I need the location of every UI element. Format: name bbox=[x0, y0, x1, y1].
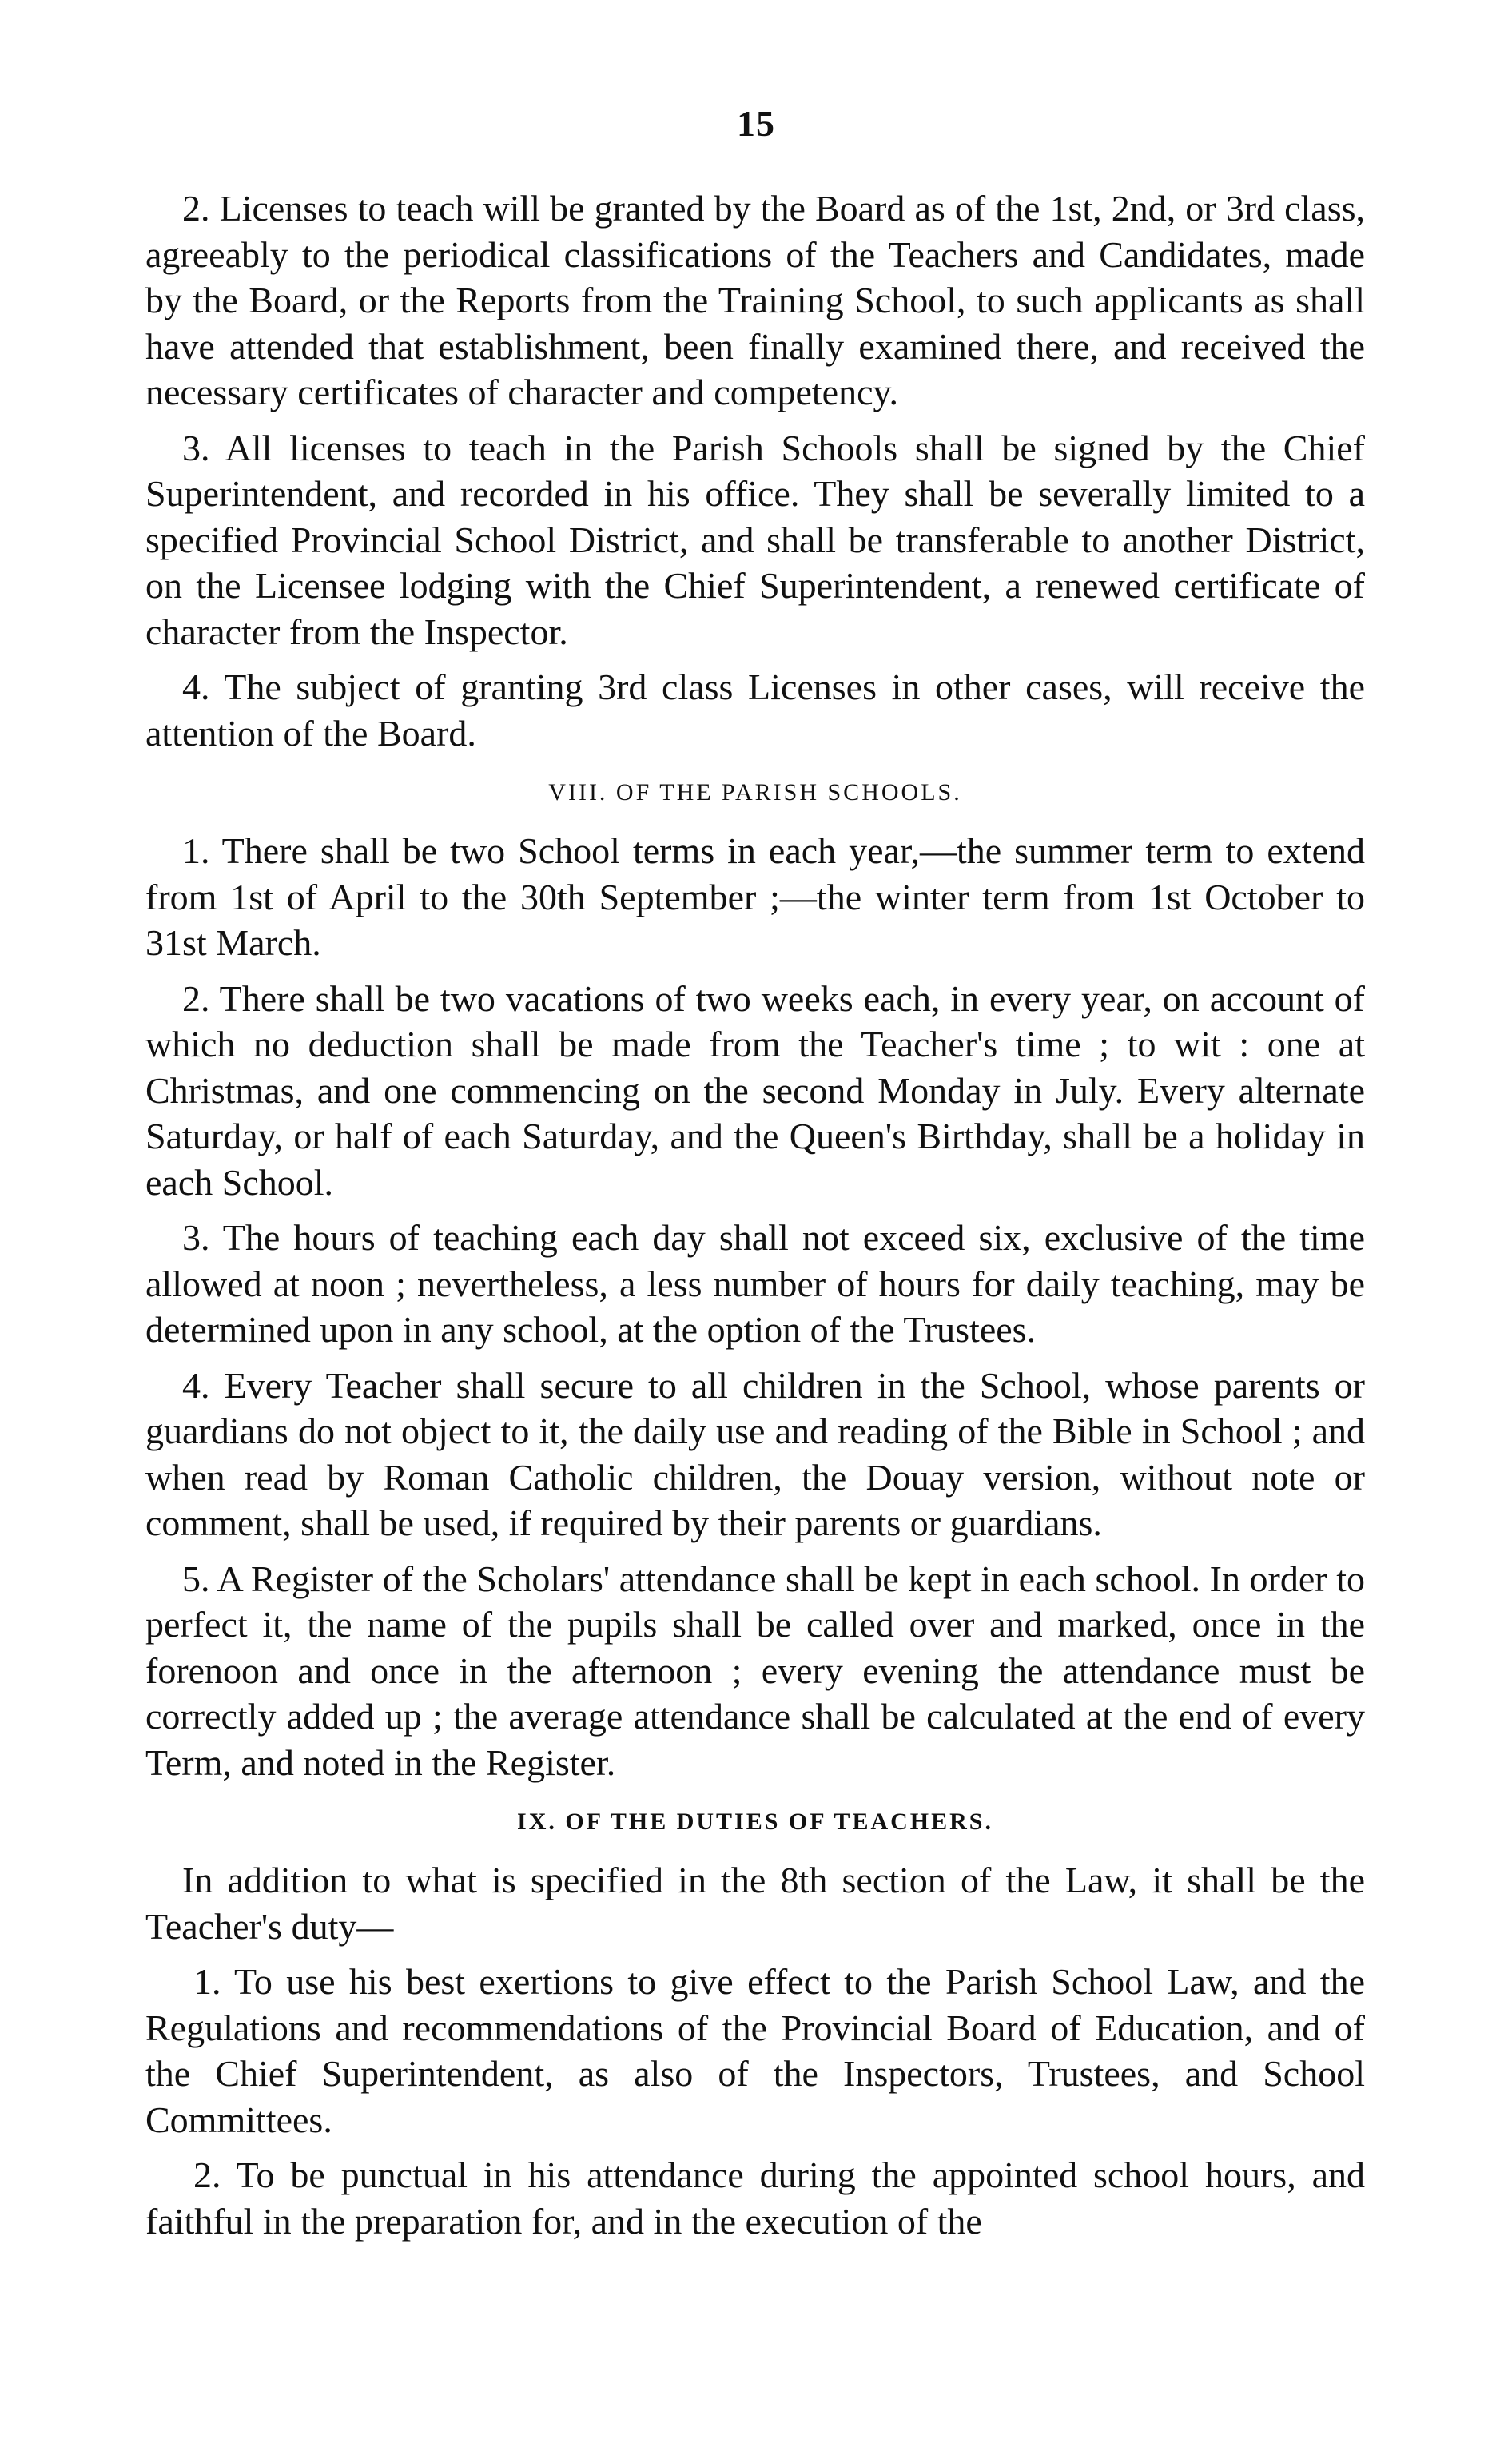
paragraph-parish-5: 5. A Register of the Scholars' attendance shall be kept in each school. In order to perfect it, the name of the pupils shall be called over and marked, once in the forenoon and once in the afternoon ; every evening the attendance must be correctly added up ; the average attendance shall be calculated at the end of every Term, and noted in the Register. bbox=[145, 1558, 1365, 1783]
paragraph-duties-1: 1. To use his best exertions to give effect to the Parish School Law, and the Regulations and recommendations of the Provincial Board of Education, and of the Chief Superintendent, as also of the Inspectors, Trustees, and School Committees. bbox=[145, 1961, 1365, 2140]
paragraph-licenses-2: 2. Licenses to teach will be granted by the Board as of the 1st, 2nd, or 3rd class, agreeably to the periodical classifications of the Teachers and Candidates, made by the Board, or the Reports from the Training School, to such applicants as shall have attended that establishment, been finally examined there, and received the necessary certificates of character and competency. bbox=[145, 188, 1365, 412]
paragraph-duties-2: 2. To be punctual in his attendance during the appointed school hours, and faithful in the preparation for, and in the execution of the bbox=[145, 2155, 1365, 2242]
paragraph-licenses-3: 3. All licenses to teach in the Parish Schools shall be signed by the Chief Superintendent, and recorded in his office. They shall be severally limited to a specified Provincial School District, and shall be transferable to another District, on the Licensee lodging with the Chief Superintendent, a renewed certificate of character from the Inspector. bbox=[145, 427, 1365, 652]
paragraph-duties-intro: In addition to what is specified in the 8th section of the Law, it shall be the Teacher's duty— bbox=[145, 1860, 1365, 1947]
paragraph-parish-4: 4. Every Teacher shall secure to all children in the School, whose parents or guardians do not object to it, the daily use and reading of the Bible in School ; and when read by Roman Catholic children, the Douay version, without note or comment, shall be used, if required by their parents or guardians. bbox=[145, 1364, 1365, 1543]
paragraph-parish-1: 1. There shall be two School terms in each year,—the summer term to extend from 1st of April to the 30th September ;—the winter term from 1st October to 31st March. bbox=[145, 830, 1365, 963]
paragraph-licenses-4: 4. The subject of granting 3rd class Licenses in other cases, will receive the attention of the Board. bbox=[145, 666, 1365, 754]
paragraph-parish-3: 3. The hours of teaching each day shall not exceed six, exclusive of the time allowed at noon ; nevertheless, a less number of hours for daily teaching, may be determined upon in any school, at the option of the Trustees. bbox=[145, 1217, 1365, 1350]
section-heading-parish-schools: VIII. OF THE PARISH SCHOOLS. bbox=[548, 779, 962, 806]
page-body bbox=[145, 185, 1365, 2254]
page-number: 15 bbox=[737, 103, 775, 144]
section-heading-duties-of-teachers: IX. OF THE DUTIES OF TEACHERS. bbox=[517, 1808, 993, 1835]
paragraph-parish-2: 2. There shall be two vacations of two weeks each, in every year, on account of which no deduction shall be made from the Teacher's time ; to wit : one at Christmas, and one commencing on the second Monday in July. Every alternate Saturday, or half of each Saturday, and the Queen's Birthday, shall be a holiday in each School. bbox=[145, 977, 1365, 1203]
